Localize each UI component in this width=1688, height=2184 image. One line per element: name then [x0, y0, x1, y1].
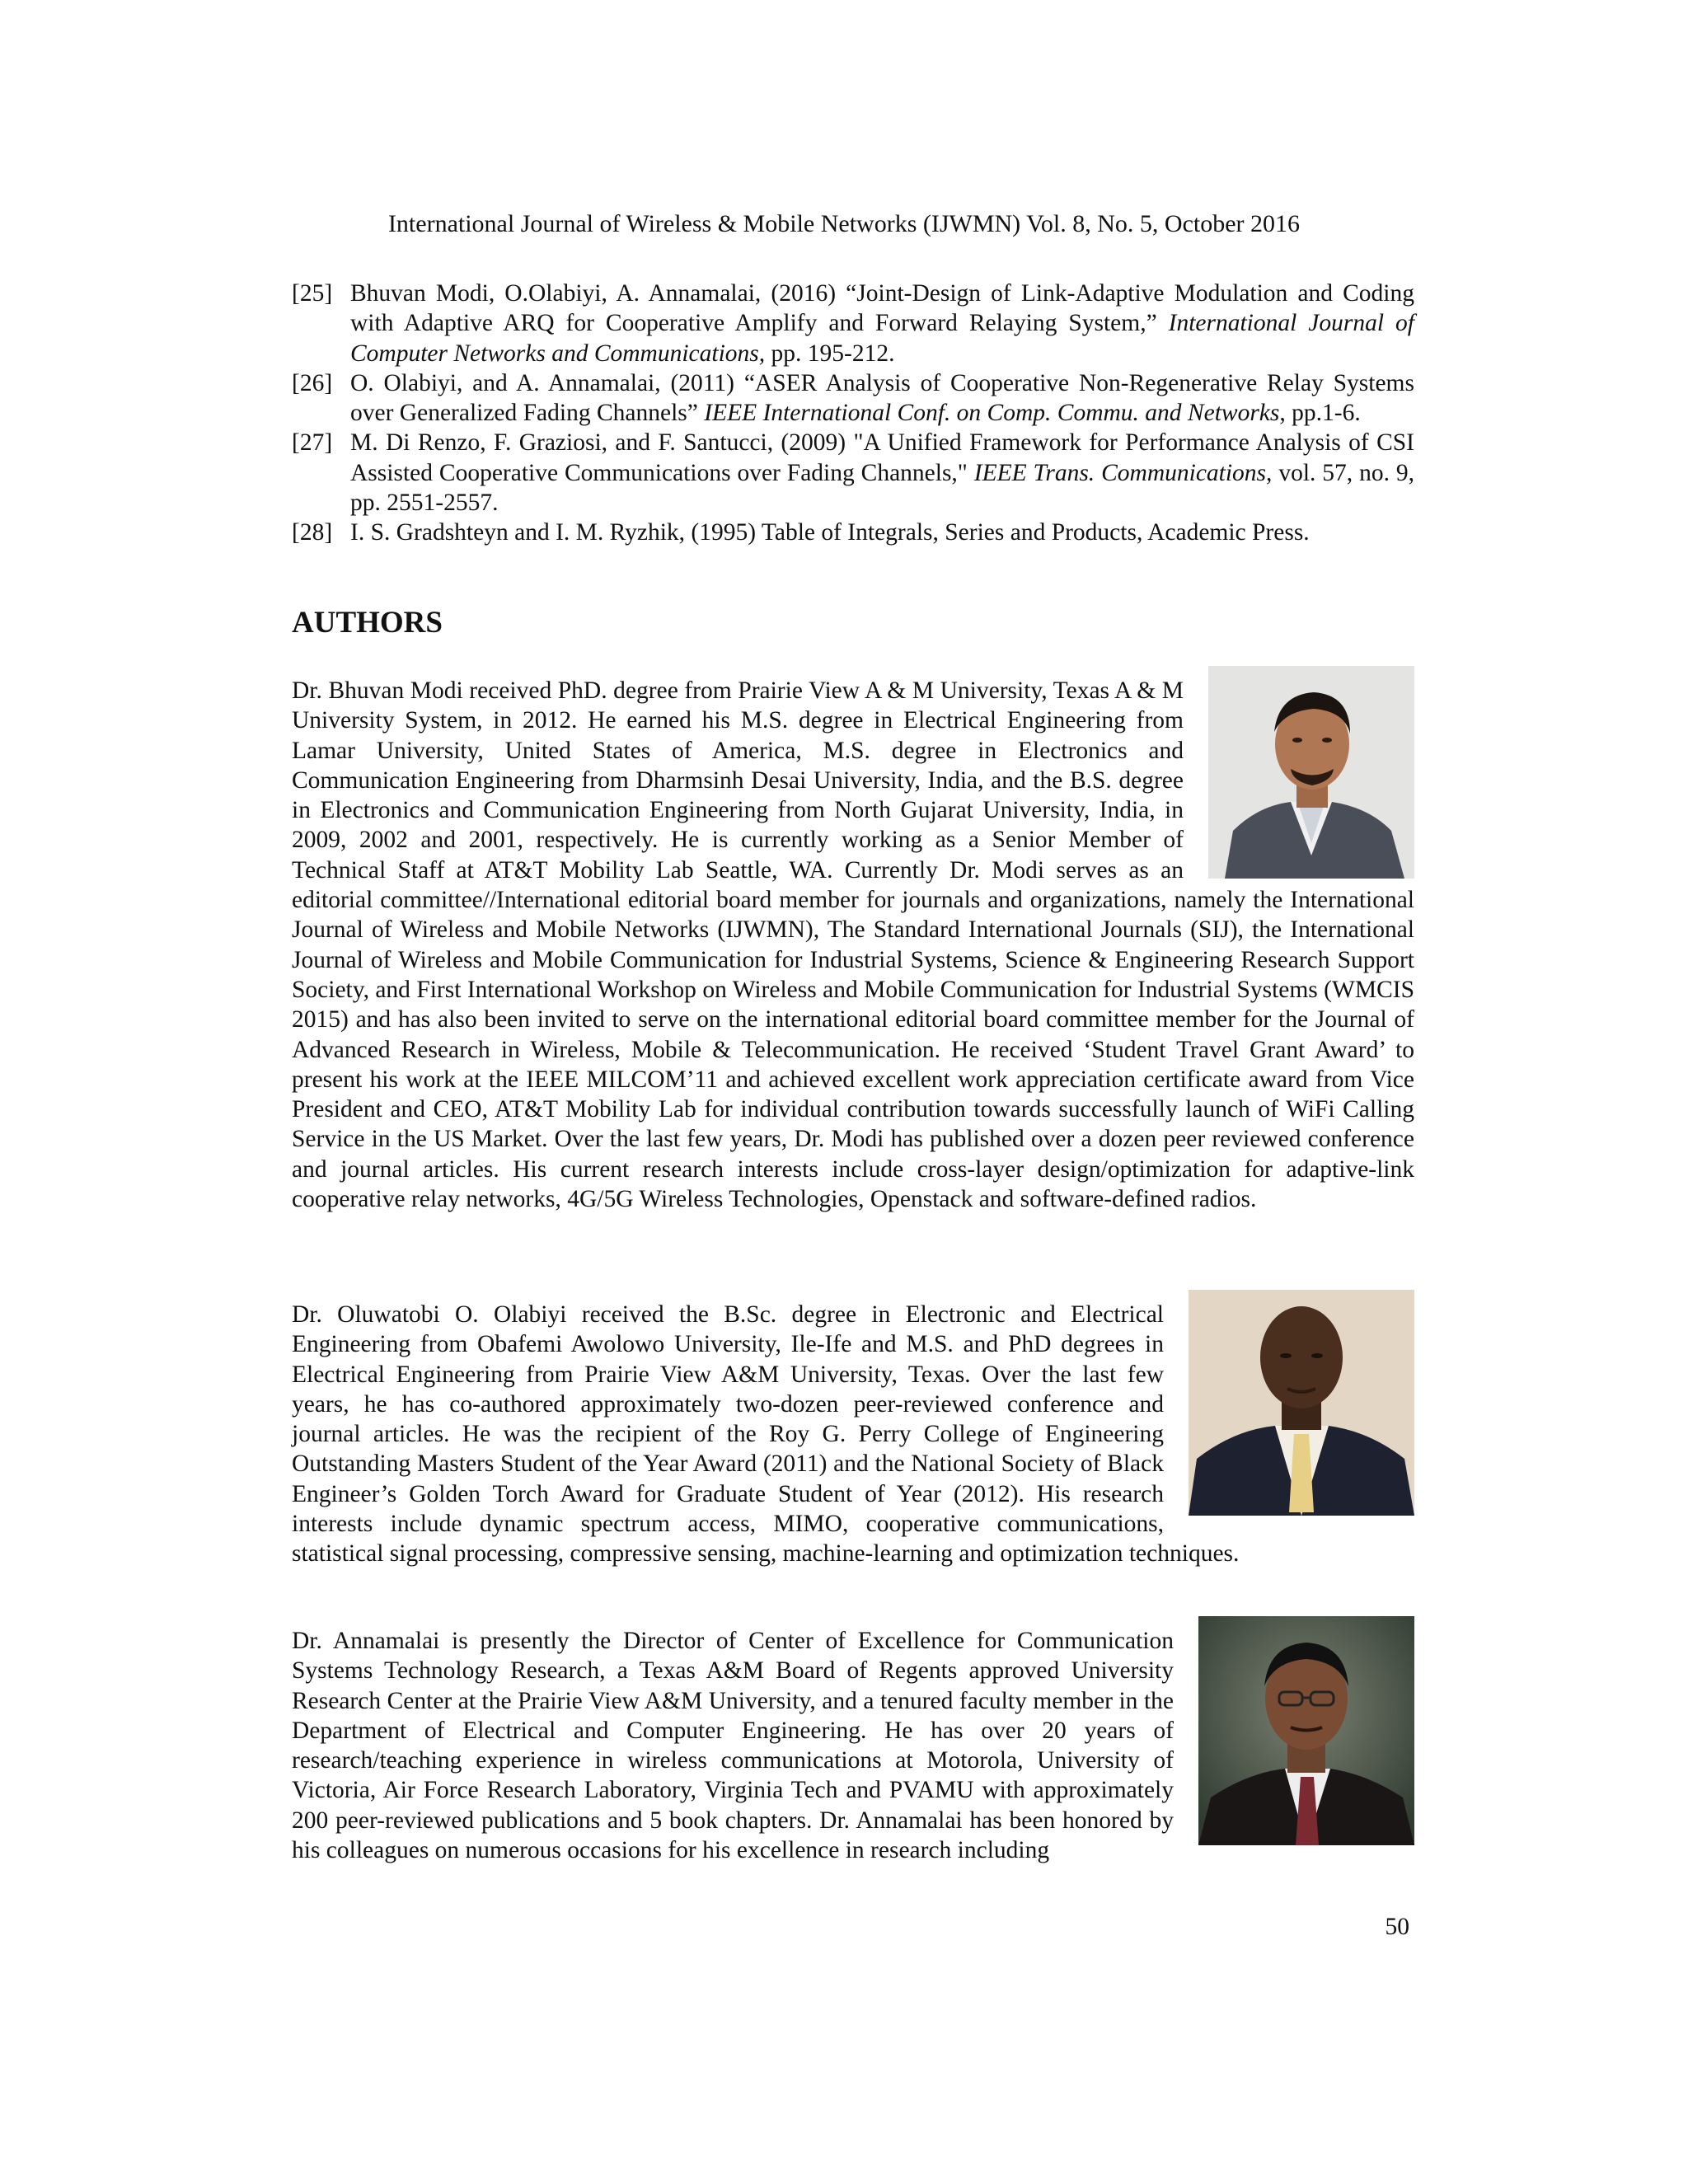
- bio-text: Dr. Oluwatobi O. Olabiyi received the B.Sc. degree in Electronic and Electrical Engineering from Obafemi Awolowo University, Ile-Ife and M.S. and PhD degrees in Electrical Engineering from Prairie View A&M University, Texas. Over the last few years, he has co-authored approximately two-dozen peer-reviewed conference and journal articles. He was the recipient of the Roy G. Perry College of Engineering Outstanding Masters Student of the Year Award (2011) and the National Society of Black Engineer’s Golden Torch Award for Graduate Student of Year (2012). His research interests include dynamic spectrum access, MIMO, cooperative communications, statistical signal processing, compressive sensing, machine-learning and optimization techniques.: [292, 1301, 1240, 1568]
- running-header: International Journal of Wireless & Mobile Networks (IJWMN) Vol. 8, No. 5, October 2016: [387, 210, 1301, 237]
- reference-venue: International Journal of Computer Networks and Communications,: [350, 310, 1414, 367]
- reference-number: [27]: [292, 429, 333, 457]
- reference-number: [28]: [292, 519, 333, 546]
- reference-number: [25]: [292, 280, 333, 307]
- reference-item: [292, 428, 1414, 518]
- author-photo-modi: [1208, 666, 1414, 879]
- reference-text: I. S. Gradshteyn and I. M. Ryzhik, (1995) Table of Integrals, Series and Products, Academic Press.: [350, 519, 1310, 546]
- author-photo-annamalai: [1198, 1616, 1414, 1845]
- bio-text: Dr. Bhuvan Modi received PhD. degree from Prairie View A & M University, Texas A & M University System, in 2012. He earned his M.S. degree in Electrical Engineering from Lamar University, United States of America, M.S. degree in Electronics and Communication Engineering from Dharmsinh Desai University, India, and the B.S. degree in Electronics and Communication Engineering from North Gujarat University, India, in 2009, 2002 and 2001, respectively. He is currently working as a Senior Member of Technical Staff at AT&T Mobility Lab Seattle, WA. Currently Dr. Modi serves as an editorial committee//International editorial board member for journals and organizations, namely the International Journal of Wireless and Mobile Networks (IJWMN), The Standard International Journals (SIJ), the International Journal of Wireless and Mobile Communication for Industrial Systems, Science & Engineering Research Support Society, and First International Workshop on Wireless and Mobile Communication for Industrial Systems (WMCIS 2015) and has also been invited to serve on the international editorial board committee member for the Journal of Advanced Research in Wireless, Mobile & Telecommunication. He received ‘Student Travel Grant Award’ to present his work at the IEEE MILCOM’11 and achieved excellent work appreciation certificate award from Vice President and CEO, AT&T Mobility Lab for individual contribution towards successfully launch of WiFi Calling Service in the US Market. Over the last few years, Dr. Modi has published over a dozen peer reviewed conference and journal articles. His current research interests include cross-layer design/optimization for adaptive-link cooperative relay networks, 4G/5G Wireless Technologies, Openstack and software-defined radios.: [292, 677, 1414, 1213]
- reference-text: Bhuvan Modi, O.Olabiyi, A. Annamalai, (2016) “Joint-Design of Link-Adaptive Modulation and Coding with Adaptive ARQ for Cooperative Amplify and Forward Relaying System,” International Journal of Computer Networks and Communications, pp. 195-212.: [350, 280, 1414, 367]
- author-photo-olabiyi: [1189, 1290, 1414, 1516]
- reference-item: [292, 518, 1414, 547]
- reference-item: [292, 368, 1414, 429]
- page-number: 50: [1385, 1914, 1409, 1940]
- reference-text: O. Olabiyi, and A. Annamalai, (2011) “ASER Analysis of Cooperative Non-Regenerative Relay Systems over Generalized Fading Channels” IEEE International Conf. on Comp. Commu. and Networks, pp.1-6.: [350, 369, 1414, 427]
- reference-text: M. Di Renzo, F. Graziosi, and F. Santucci, (2009) "A Unified Framework for Performance Analysis of CSI Assisted Cooperative Communications over Fading Channels," IEEE Trans. Communications, vol. 57, no. 9, pp. 2551-2557.: [350, 429, 1414, 517]
- authors-heading: AUTHORS: [292, 606, 443, 640]
- reference-venue: IEEE Trans. Communications: [973, 459, 1267, 486]
- author-bio-annamalai: [292, 1626, 1414, 1865]
- author-bio-olabiyi: [292, 1300, 1414, 1569]
- reference-item: [292, 279, 1414, 368]
- reference-number: [26]: [292, 369, 333, 396]
- bio-text: Dr. Annamalai is presently the Director of Center of Excellence for Communication Systems Technology Research, a Texas A&M Board of Regents approved University Research Center at the Prairie View A&M University, and a tenured faculty member in the Department of Electrical and Computer Engineering. He has over 20 years of research/teaching experience in wireless communications at Motorola, University of Victoria, Air Force Research Laboratory, Virginia Tech and PVAMU with approximately 200 peer-reviewed publications and 5 book chapters. Dr. Annamalai has been honored by his colleagues on numerous occasions for his excellence in research including: [292, 1628, 1174, 1864]
- reference-list: [292, 279, 1414, 548]
- reference-venue: IEEE International Conf. on Comp. Commu. and Networks: [704, 400, 1280, 427]
- author-bio-modi: [292, 676, 1414, 1214]
